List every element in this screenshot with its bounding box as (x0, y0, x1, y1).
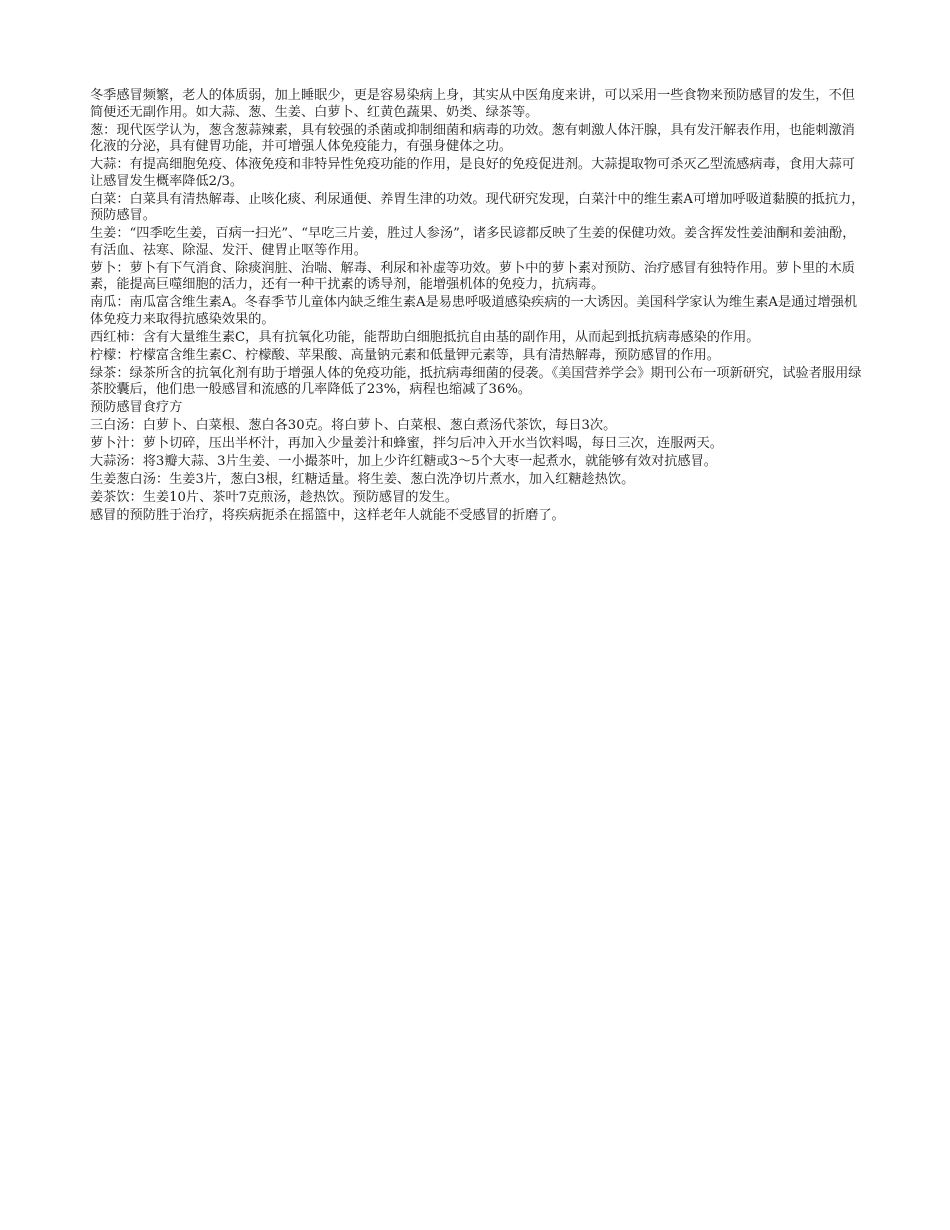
paragraph-recipe-garlic-soup: 大蒜汤：将3瓣大蒜、3片生姜、一小撮茶叶，加上少许红糖或3～5个大枣一起煮水，就能够有效对抗感冒。 (90, 454, 717, 469)
paragraph-recipe-ginger-scallion-soup: 生姜葱白汤：生姜3片，葱白3根，红糖适量。将生姜、葱白洗净切片煮水，加入红糖趁热饮。 (90, 472, 635, 487)
paragraph-intro: 冬季感冒频繁，老人的体质弱，加上睡眠少，更是容易染病上身，其实从中医角度来讲，可以采用一些食物来预防感冒的发生，不但简便还无副作用。如大蒜、葱、生姜、白萝卜、红黄色蔬果、奶类、绿茶等。 (90, 88, 855, 120)
paragraph-ginger: 生姜：“四季吃生姜，百病一扫光”、“早吃三片姜，胜过人参汤”，诸多民谚都反映了生姜的保健功效。姜含挥发性姜油酮和姜油酚，有活血、祛寒、除湿、发汗、健胃止呕等作用。 (90, 226, 856, 258)
paragraph-garlic: 大蒜：有提高细胞免疫、体液免疫和非特异性免疫功能的作用，是良好的免疫促进剂。大蒜提取物可杀灭乙型流感病毒，食用大蒜可让感冒发生概率降低2/3。 (90, 157, 855, 189)
paragraph-green-tea: 绿茶：绿茶所含的抗氧化剂有助于增强人体的免疫功能，抵抗病毒细菌的侵袭。《美国营养学会》期刊公布一项新研究，试验者服用绿茶胶囊后，他们患一般感冒和流感的几率降低了23%，病程也缩减了36%。 (90, 365, 862, 397)
paragraph-lemon: 柠檬：柠檬富含维生素C、柠檬酸、苹果酸、高量钠元素和低量钾元素等，具有清热解毒，预防感冒的作用。 (90, 347, 720, 363)
paragraph-recipe-radish-juice: 萝卜汁：萝卜切碎，压出半杯汁，再加入少量姜汁和蜂蜜，拌匀后冲入开水当饮料喝，每日三次，连服两天。 (90, 436, 723, 451)
paragraph-cabbage: 白菜：白菜具有清热解毒、止咳化痰、利尿通便、养胃生津的功效。现代研究发现，白菜汁中的维生素A可增加呼吸道黏膜的抵抗力，预防感冒。 (90, 191, 865, 223)
paragraph-tomato: 西红柿：含有大量维生素C，具有抗氧化功能，能帮助白细胞抵抗自由基的副作用，从而起到抵抗病毒感染的作用。 (90, 329, 760, 345)
document-body (90, 88, 865, 526)
paragraph-radish: 萝卜：萝卜有下气消食、除痰润脏、治喘、解毒、利尿和补虚等功效。萝卜中的萝卜素对预防、治疗感冒有独特作用。萝卜里的木质素，能提高巨噬细胞的活力，还有一种干扰素的诱导剂，能增强机体的免疫力，抗病毒。 (90, 260, 855, 292)
paragraph-recipe-ginger-tea: 姜茶饮：生姜10片、茶叶7克煎汤，趁热饮。预防感冒的发生。 (90, 490, 459, 505)
paragraph-scallion: 葱：现代医学认为，葱含葱蒜辣素，具有较强的杀菌或抑制细菌和病毒的功效。葱有刺激人体汗腺，具有发汗解表作用，也能刺激消化液的分泌，具有健胃功能，并可增强人体免疫能力，有强身健体之功。 (90, 122, 855, 154)
paragraph-recipe-three-white-soup: 三白汤：白萝卜、白菜根、葱白各30克。将白萝卜、白菜根、葱白煮汤代茶饮，每日3次。 (90, 418, 617, 433)
section-heading-recipes: 预防感冒食疗方 (90, 400, 183, 415)
paragraph-conclusion: 感冒的预防胜于治疗，将疾病扼杀在摇篮中，这样老年人就能不受感冒的折磨了。 (90, 508, 565, 523)
paragraph-pumpkin: 南瓜：南瓜富含维生素A。冬春季节儿童体内缺乏维生素A是易患呼吸道感染疾病的一大诱因。美国科学家认为维生素A是通过增强机体免疫力来取得抗感染效果的。 (90, 295, 858, 327)
